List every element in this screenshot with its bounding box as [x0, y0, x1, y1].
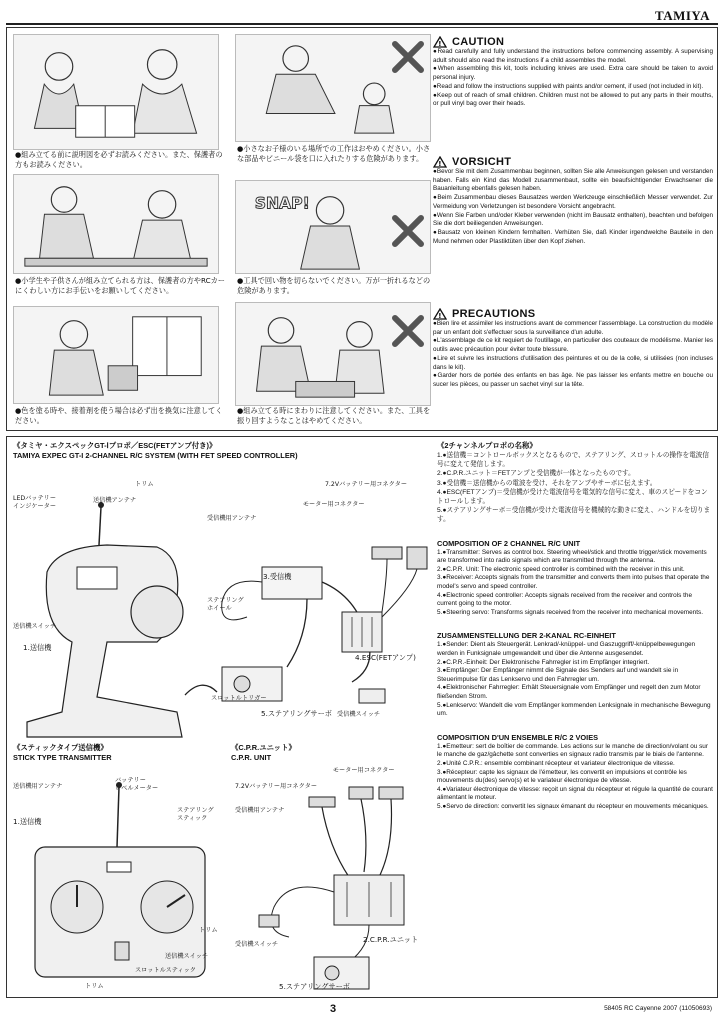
vorsicht-heading — [433, 156, 713, 168]
safety-caption-2: ●小さなお子様のいる場所での工作はおやめください。小さな部品やビニール袋を口に入れたりする危険があります。 — [237, 144, 431, 163]
label-cpr-unit: 2.C.P.R.ユニット — [363, 935, 419, 944]
system-title-jp: 《タミヤ・エクスペックGT-Ⅰプロポ／ESC(FETアンプ付き)》 — [13, 441, 217, 450]
svg-text:!: ! — [438, 160, 442, 168]
composition-de-item: 1.●Sender: Dient als Steuergerät. Lenkrad/-knüppel- und Gaszuggriff/-knüppelbewegungen werden in Funksignale umgewandelt und über die Antenne ausgesendet. — [437, 641, 696, 657]
cpr-title-jp: 《C.P.R.ユニット》 — [231, 743, 296, 752]
composition-de-title: ZUSAMMENSTELLUNG DER 2-KANAL RC-EINHEIT — [437, 631, 616, 641]
composition-en-item: 5.●Steering servo: Transforms signals received from the receiver into mechanical movements. — [437, 608, 703, 616]
composition-en-item: 3.●Receiver: Accepts signals from the transmitter and converts them into pulses that operate the model's servo and speed controller. — [437, 574, 710, 590]
document-id: 58405 RC Cayenne 2007 (11050693) — [604, 1005, 712, 1012]
safety-illustration-3 — [13, 174, 219, 274]
composition-jp-list — [437, 451, 713, 525]
safety-caption-3: ●小学生や子供さんが組み立てられる方は、保護者の方やRCカーにくわしい方にお手伝いをお願いしてください。 — [15, 276, 225, 295]
safety-caption-4: ●工具で回い物を切らないでください。万が一折れるなどの危険があります。 — [237, 276, 431, 295]
composition-fr-title: COMPOSITION D'UN ENSEMBLE R/C 2 VOIES — [437, 732, 599, 742]
warning-triangle-icon — [433, 156, 447, 168]
vorsicht-item: ●Beim Zusammenbau dieses Bausatzes werden Werkzeuge einschließlich Messer verwendet. Zur Vermeidung von Verletzungen ist besondere Vorsicht angebracht. — [433, 194, 713, 210]
system-title-en: TAMIYA EXPEC GT-I 2-CHANNEL R/C SYSTEM (WITH FET SPEED CONTROLLER) — [13, 451, 298, 460]
cpr-title-en: C.P.R. UNIT — [231, 753, 272, 762]
caution-item: ●Keep out of reach of small children. Children must not be allowed to put any parts in their mouths, or pull vinyl bag over their heads. — [433, 91, 713, 108]
label-stick-tx-antenna: 送信機用アンテナ — [13, 783, 63, 790]
stick-title-en: STICK TYPE TRANSMITTER — [13, 753, 112, 762]
label-trim: トリム — [135, 481, 154, 488]
caution-heading — [433, 36, 713, 48]
composition-en-item: 4.●Electronic speed controller: Accepts signals received from the receiver and controls the current going to the motor. — [437, 591, 692, 608]
vorsicht-item: ●Bevor Sie mit dem Zusammenbau beginnen, sollten Sie alle Anweisungen gelesen und verstanden haben. Falls ein Kind das Modell zusammenbaut, sollte ein beaufsichtigender Erwachsener die Bauanleitung ebenfalls gelesen haben. — [433, 168, 713, 193]
cpr-unit-diagram — [229, 767, 433, 997]
caution-title: CAUTION — [452, 36, 505, 48]
caution-text — [433, 48, 713, 109]
composition-jp-item: 5.●ステアリングサーボ＝受信機が受けた電波信号を機械的な動きに変え、ハンドルを切ります。 — [437, 507, 711, 524]
caution-item: ●Read and follow the instructions supplied with paints and/or cement, if used (not included in kit). — [433, 82, 704, 90]
label-battery-meter: バッテリー レベルメーター — [115, 777, 159, 792]
label-stick-trim-right: トリム — [199, 927, 218, 934]
composition-de-item: 4.●Elektronischer Fahrregler: Erhält Steuersignale vom Empfänger und regelt den zum Motor fließenden Strom. — [437, 684, 701, 700]
composition-fr-list — [437, 743, 713, 812]
composition-en-list — [437, 549, 713, 618]
stick-title-jp: 《スティックタイプ送信機》 — [13, 743, 108, 752]
label-cpr-rx-switch: 受信機スイッチ — [235, 941, 279, 948]
label-rx-switch: 受信機スイッチ — [337, 711, 381, 718]
precautions-item: ●Lire et suivre les instructions d'utilisation des peintures et ou de la colle, si utilisées (non incluses dans le kit). — [433, 354, 713, 371]
label-steering-stick: ステアリング スティック — [177, 807, 214, 822]
label-throttle-trigger: スロットルトリガー — [211, 695, 267, 702]
label-battery-connector: 7.2Vバッテリー用コネクター — [325, 481, 408, 488]
stick-transmitter-diagram — [7, 767, 229, 997]
composition-fr-item: 2.●Unité C.P.R.: ensemble combinant récepteur et variateur électronique de vitesse. — [437, 759, 675, 767]
safety-section — [6, 27, 718, 431]
label-motor-connector: モーター用コネクター — [303, 501, 365, 508]
label-tx-switch: 送信機スイッチ — [13, 623, 57, 630]
precautions-block — [433, 308, 713, 390]
safety-illustration-1 — [13, 34, 219, 150]
x-mark-icon — [391, 40, 425, 74]
vorsicht-title: VORSICHT — [452, 156, 512, 168]
composition-de-list — [437, 641, 713, 718]
brand-logo: TAMIYA — [654, 8, 710, 23]
warning-triangle-icon — [433, 308, 447, 320]
vorsicht-item: ●Bausatz von kleinen Kindern fernhalten. Verhüten Sie, daß Kinder irgendwelche Bauteile in den Mund nehmen oder Plastiktüten über den Kopf ziehen. — [433, 228, 713, 245]
label-stick-transmitter: 1.送信機 — [13, 817, 42, 826]
safety-illustration-5 — [13, 306, 219, 404]
svg-text:!: ! — [438, 312, 442, 320]
composition-fr-item: 1.●Emetteur: sert de boîtier de commande. Les actions sur le manche de direction/volant ou sur le manche de gaz/gâchette sont converties en signaux radio transmis par le biais de l'antenne. — [437, 742, 708, 759]
header-rule — [6, 23, 718, 25]
label-cpr-rx-antenna: 受信機用アンテナ — [235, 807, 285, 814]
x-mark-icon — [391, 314, 425, 348]
precautions-text — [433, 320, 713, 390]
composition-jp-item: 4.●ESC(FETアンプ)＝受信機が受けた電波信号を電気的な信号に変え、車のスピードをコントロールします。 — [437, 488, 708, 506]
label-steering-wheel: ステアリング ホイール — [207, 597, 244, 612]
precautions-heading — [433, 308, 713, 320]
composition-en-item: 1.●Transmitter: Serves as control box. Steering wheel/stick and throttle trigger/stick movements are transformed into radio signals which are transmitted through the antenna. — [437, 548, 707, 565]
svg-text:SNAP!: SNAP! — [254, 193, 310, 213]
composition-jp-item: 3.●受信機＝送信機からの電波を受け、それをアンプやサーボに伝えます。 — [437, 479, 657, 487]
composition-de-item: 2.●C.P.R.-Einheit: Der Elektronische Fahrregler ist im Empfänger integriert. — [437, 658, 650, 666]
label-cpr-battery-connector: 7.2Vバッテリー用コネクター — [235, 783, 318, 790]
warning-triangle-icon — [433, 36, 447, 48]
safety-caption-6: ●組み立てる時にまわりに注意してください。また、工具を振り回すようなことはやめてください。 — [237, 406, 431, 425]
caution-block — [433, 36, 713, 109]
precautions-item: ●L'assemblage de ce kit requiert de l'outillage, en particulier des couteaux de modélisme. Manier les outils avec précaution pour éviter toute blessure. — [433, 337, 713, 354]
precautions-title: PRECAUTIONS — [452, 308, 536, 320]
label-transmitter: 1.送信機 — [23, 643, 52, 652]
label-tx-antenna: 送信機アンテナ — [93, 497, 137, 504]
label-stick-tx-switch: 送信機スイッチ — [165, 953, 209, 960]
label-stick-trim-left: トリム — [85, 983, 104, 990]
label-rx-antenna: 受信機用アンテナ — [207, 515, 257, 522]
caution-item: ●When assembling this kit, tools including knives are used. Extra care should be taken to avoid personal injury. — [433, 65, 713, 82]
label-led-indicator: LEDバッテリー インジケーター — [13, 495, 57, 510]
rc-system-section — [6, 436, 718, 998]
composition-de-item: 3.●Empfänger: Der Empfänger nimmt die Signale des Senders auf und wandelt sie in Steuerimpulse für das Lenkservo und den Fahrregler um. — [437, 667, 679, 683]
x-mark-icon — [391, 214, 425, 248]
composition-jp-item: 1.●送信機＝コントロールボックスとなるもので、ステアリング、スロットルの操作を電波信号に変えて発信します。 — [437, 452, 709, 469]
svg-text:!: ! — [438, 40, 442, 48]
label-steering-servo: 5.ステアリングサーボ — [261, 709, 332, 718]
safety-caption-5: ●色を塗る時や、接着剤を使う場合は必ず出を換気に注意してください。 — [15, 406, 223, 425]
composition-fr-item: 4.●Variateur électronique de vitesse: reçoit un signal du récepteur et régule la quantité de courant alimentant le moteur. — [437, 785, 713, 802]
composition-column — [437, 441, 713, 811]
composition-jp-title: 《2チャンネルプロポの名称》 — [437, 441, 537, 450]
precautions-item: ●Garder hors de portée des enfants en bas âge. Ne pas laisser les enfants mettre en bouche ou sucer les pièces, ou passer un sachet vinyl sur la tête. — [433, 372, 713, 388]
caution-item: ●Read carefully and fully understand the instructions before commencing assembly. A supervising adult should also read the instructions if a child assembles the model. — [433, 48, 713, 64]
composition-fr-item: 3.●Récepteur: capte les signaux de l'émetteur, les convertit en impulsions et contrôle les mouvements du(des) servo(s) et le variateur électronique de vitesse. — [437, 768, 687, 785]
label-cpr-motor-connector: モーター用コネクター — [333, 767, 395, 774]
vorsicht-block — [433, 156, 713, 246]
composition-de-item: 5.●Lenkservo: Wandelt die vom Empfänger kommenden Lenksignale in mechanische Bewegung um. — [437, 701, 711, 718]
composition-jp-item: 2.●C.P.R.ユニット＝FETアンプと受信機が一体となったものです。 — [437, 470, 635, 478]
safety-caption-1: ●組み立てる前に説明図を必ずお読みください。また、保護者の方もお読みください。 — [15, 150, 223, 169]
label-receiver: 3.受信機 — [263, 572, 292, 581]
composition-en-title: COMPOSITION OF 2 CHANNEL R/C UNIT — [437, 538, 581, 548]
vorsicht-text — [433, 168, 713, 246]
composition-en-item: 2.●C.P.R. Unit: The electronic speed controller is combined with the receiver in this unit. — [437, 565, 685, 573]
composition-fr-item: 5.●Servo de direction: convertit les signaux émanant du récepteur en mouvements mécaniques. — [437, 802, 709, 810]
precautions-item: ●Bien lire et assimiler les instructions avant de commencer l'assemblage. La construction du modèle par un enfant doit s'effectuer sous la surveillance d'un adulte. — [433, 320, 713, 336]
vorsicht-item: ●Wenn Sie Farben und/oder Kleber verwenden (nicht im Bausatz enthalten), beachten und befolgen Sie die dort beiliegenden Anweisungen. — [433, 211, 713, 228]
label-throttle-stick: スロットルスティック — [135, 967, 196, 974]
page-number: 3 — [330, 1003, 337, 1015]
label-esc: 4.ESC(FETアンプ) — [355, 653, 416, 662]
label-cpr-steering-servo: 5.ステアリングサーボ — [279, 982, 350, 991]
